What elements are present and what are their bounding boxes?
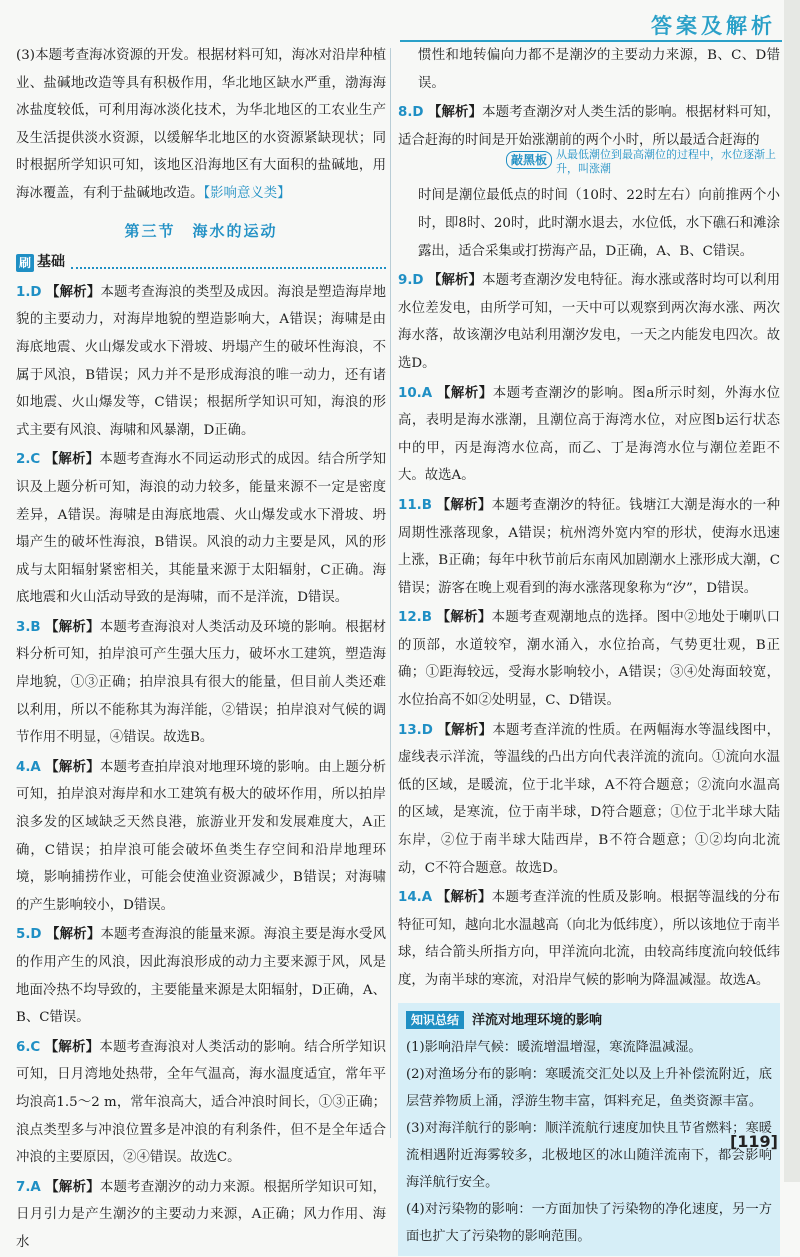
- basic-label: 基础: [37, 254, 66, 271]
- answer-item-4: [16, 754, 386, 920]
- item-tag: 【解析】: [46, 927, 101, 943]
- summary-line-2: (2)对渔场分布的影响：寒暖流交汇处以及上升补偿流附近，底层营养物质上涌，浮游生物丰富，饵料充足，鱼类资源丰富。: [406, 1066, 772, 1109]
- basic-heading: [16, 249, 386, 277]
- item-answer: A: [30, 759, 41, 775]
- item-number: 11.: [398, 497, 422, 513]
- intro-text: (3)本题考查海冰资源的开发。根据材料可知，海冰对沿岸种植业、盐碱地改造等具有积极作用，华北地区缺水严重，渤海海冰盐度较低，可利用海冰淡化技术，为华北地区的工农业生产及生活提供淡水资源，以缓解华北地区的水资源紧缺现状；同时根据所学知识可知，该地区沿海地区有大面积的盐碱地，用海冰覆盖，有利于盐碱地改造。: [16, 48, 386, 201]
- item-number: 5.: [16, 927, 31, 943]
- item-tag: 【解析】: [44, 1039, 100, 1055]
- answer-item-1: [16, 279, 386, 445]
- column-divider: [390, 48, 391, 1138]
- item-7-continued: 惯性和地转偏向力都不是潮汐的主要动力来源，B、C、D错误。: [418, 48, 780, 91]
- item-text: 本题考查潮汐发电特征。海水涨或落时均可以利用水位差发电，由所学可知，一天中可以观察到两次海水涨、两次海水落，故该潮汐电站利用潮汐发电，一天之内能发电四次。故选D。: [398, 273, 781, 371]
- dotted-rule: [71, 257, 386, 269]
- answer-item-10: [398, 380, 780, 490]
- answer-item-6: [16, 1034, 386, 1172]
- item-answer: A: [421, 385, 433, 401]
- summary-line-3: (3)对海洋航行的影响：顺洋流航行速度加快且节省燃料；寒暖流相遇附近海雾较多，北极地区的冰山随洋流南下，都会影响海洋航行安全。: [406, 1120, 772, 1190]
- item-tag: 【解析】: [436, 610, 492, 626]
- item-tag: 【解析】: [436, 385, 493, 401]
- margin-note: [398, 148, 780, 182]
- intro-paragraph: [16, 42, 386, 208]
- intro-tag: 【影响意义类】: [203, 185, 291, 201]
- item-8-continued: 时间是潮位最低点的时间（10时、22时左右）向前推两个小时，即8时、20时，此时潮水退去，水位低，水下礁石和滩涂露出，适合采集或打捞海产品，D正确，A、B、C错误。: [418, 188, 780, 259]
- item-tag: 【解析】: [427, 273, 483, 289]
- item-tag: 【解析】: [437, 722, 493, 738]
- item-text: 本题考查海浪的能量来源。海浪主要是海水受风的作用产生的风浪，因此海浪形成的动力主要来源于风，风是地面冷热不均导致的，主要能量来源是太阳辐射，D正确，A、B、C错误。: [16, 927, 387, 1026]
- item-number: 14.: [398, 890, 422, 906]
- item-answer: B: [421, 497, 432, 513]
- item-number: 1.: [16, 284, 31, 300]
- answer-item-5: [16, 921, 386, 1031]
- answer-item-12: [398, 604, 780, 714]
- knowledge-summary-box: [398, 1003, 780, 1256]
- item-text: 本题考查潮汐的特征。钱塘江大潮是海水的一种周期性涨落现象，A错误；杭州湾外宽内窄的形状，使海水迅速上涨，B正确；每年中秋节前后东南风加剧潮水上涨形成大潮，C错误；游客在晚上观看到的海水涨落现象称为“汐”，D错误。: [398, 497, 781, 596]
- item-text: 本题考查海水不同运动形式的成因。结合所学知识及上题分析可知，海浪的动力较多，能量来源不一定是密度差异，A错误。海啸是由海底地震、火山爆发或水下滑坡、坍塌产生的破坏性海浪，B错误。风浪的动力主要是风，风的形成与太阳辐射紧密相关，其能量来源于太阳辐射，C正确。海底地震和火山活动导致的是海啸，而不是洋流，D错误。: [16, 452, 386, 606]
- summary-line-1: (1)影响沿岸气候：暖流增温增湿，寒流降温减湿。: [406, 1039, 702, 1055]
- item-tag: 【解析】: [427, 105, 483, 121]
- answer-item-11: [398, 492, 780, 602]
- item-answer: D: [412, 105, 424, 121]
- item-answer: D: [30, 927, 42, 943]
- section-title: 第三节 海水的运动: [124, 221, 278, 240]
- item-number: 9.: [398, 273, 413, 289]
- page-number: [119]: [729, 1132, 778, 1151]
- item-text: 本题考查潮汐的动力来源。根据所学知识可知，日月引力是产生潮汐的主要动力来源，A正确；风力作用、海水: [16, 1179, 387, 1250]
- item-number: 13.: [398, 722, 422, 738]
- left-column: [16, 42, 386, 1257]
- item-answer: C: [30, 452, 41, 468]
- item-number: 8.: [398, 105, 413, 121]
- item-text: 本题考查观潮地点的选择。图中②地处于喇叭口的顶部，水道较窄，潮水涌入，水位抬高，气势更壮观，B正确；①距海较远，受海水影响较小，A错误；③④处海面较宽，水位抬高不如②处明显，C、D错误。: [398, 610, 781, 709]
- summary-badge: 知识总结: [406, 1011, 464, 1029]
- note-badge: 敲黑板: [506, 151, 552, 169]
- item-answer: B: [421, 610, 432, 626]
- item-number: 4.: [16, 759, 31, 775]
- item-text: 本题考查海浪的类型及成因。海浪是塑造海岸地貌的主要动力，对海岸地貌的塑造影响大，A错误；海啸是由海底地震、火山爆发或水下滑坡、坍塌产生的破坏性海浪，不属于风浪，B错误；风力并不是形成海浪的唯一动力，还有诸如地震、火山爆发等，C错误；根据所学知识可知，海浪的形式主要有风浪、海啸和风暴潮，D正确。: [16, 284, 387, 438]
- item-tag: 【解析】: [46, 284, 101, 300]
- item-answer: D: [421, 722, 433, 738]
- item-number: 3.: [16, 619, 31, 635]
- answer-item-7: [16, 1174, 386, 1257]
- item-number: 12.: [398, 610, 422, 626]
- item-answer: D: [30, 284, 42, 300]
- item-number: 10.: [398, 385, 422, 401]
- item-tag: 【解析】: [45, 1179, 100, 1195]
- summary-title: 洋流对地理环境的影响: [472, 1012, 603, 1028]
- item-answer: C: [30, 1039, 41, 1055]
- answer-item-3: [16, 614, 386, 752]
- item-tag: 【解析】: [436, 890, 492, 906]
- answer-item-9: [398, 267, 780, 377]
- summary-heading: [406, 1007, 772, 1034]
- item-answer: D: [412, 273, 424, 289]
- basic-badge: 刷: [16, 254, 34, 272]
- item-answer: A: [30, 1179, 41, 1195]
- item-answer: A: [421, 890, 433, 906]
- note-text: 从最低潮位到最高潮位的过程中，水位逐渐上升，叫涨潮: [556, 148, 777, 176]
- answer-item-8: [398, 99, 780, 154]
- item-tag: 【解析】: [436, 497, 492, 513]
- item-tag: 【解析】: [45, 619, 100, 635]
- answer-item-13: [398, 717, 780, 883]
- note-box: [506, 148, 776, 176]
- summary-line-4: (4)对污染物的影响：一方面加快了污染物的净化速度，另一方面也扩大了污染物的影响范围。: [406, 1201, 772, 1244]
- answer-item-2: [16, 446, 386, 612]
- item-tag: 【解析】: [44, 452, 100, 468]
- item-text: 本题考查洋流的性质及影响。根据等温线的分布特征可知，越向北水温越高（向北为低纬度），所以该地位于南半球，结合箭头所指方向，甲洋流向北流，由较高纬度流向较低纬度，为南半球的寒流，对沿岸气候的影响为降温减湿。故选A。: [398, 890, 781, 988]
- item-number: 2.: [16, 452, 31, 468]
- right-column: [398, 42, 780, 1256]
- header-title: 答案及解析: [651, 14, 776, 38]
- item-tag: 【解析】: [45, 759, 100, 775]
- item-text: 本题考查拍岸浪对地理环境的影响。由上题分析可知，拍岸浪对海岸和水工建筑有极大的破坏作用，所以拍岸浪多发的区域缺乏天然良港，旅游业开发和发展难度大，A正确，C错误；拍岸浪可能会破坏鱼类生存空间和沿岸地理环境，影响捕捞作业，可能会使渔业资源减少，B错误；对海啸的产生影响较小，D错误。: [16, 759, 387, 913]
- page-edge: [784, 0, 800, 1182]
- item-answer: B: [30, 619, 41, 635]
- item-text: 本题考查潮汐对人类生活的影响。根据材料可知，适合赶海的时间是开始涨潮前的两个小时，所以最适合赶海的: [398, 105, 781, 148]
- item-text: 本题考查洋流的性质。在两幅海水等温线图中，虚线表示洋流，等温线的凸出方向代表洋流的流向。①流向水温低的区域，是暖流，位于北半球，A不符合题意；②流向水温高的区域，是寒流，位于南半球，D符合题意；①位于北半球大陆东岸，②位于南半球大陆西岸，B不符合题意；①②均向北流动，C不符合题意。故选D。: [398, 722, 781, 876]
- answer-item-14: [398, 884, 780, 994]
- item-text: 本题考查海浪对人类活动的影响。结合所学知识可知，日月湾地处热带，全年气温高，海水温度适宜，常年平均浪高1.5～2 m，常年浪高大，适合冲浪时间长，①③正确；浪点类型多与冲浪位置多是冲浪的有利条件，但不是全年适合冲浪的主要原因，②④错误。故选C。: [16, 1039, 386, 1166]
- item-number: 6.: [16, 1039, 31, 1055]
- item-text: 本题考查海浪对人类活动及环境的影响。根据材料分析可知，拍岸浪可产生强大压力，破坏水工建筑，塑造海岸地貌，①③正确；拍岸浪具有很大的能量，但目前人类还难以利用，所以不能称其为海洋能，②错误；拍岸浪对气候的调节作用不明显，④错误。故选B。: [16, 619, 386, 746]
- item-number: 7.: [16, 1179, 31, 1195]
- item-text: 本题考查潮汐的影响。图a所示时刻，外海水位高，表明是海水涨潮，且潮位高于海湾水位，对应图b运行状态中的甲，丙是海湾水位高，而乙、丁是海湾水位与潮位差距不大。故选A。: [398, 385, 781, 484]
